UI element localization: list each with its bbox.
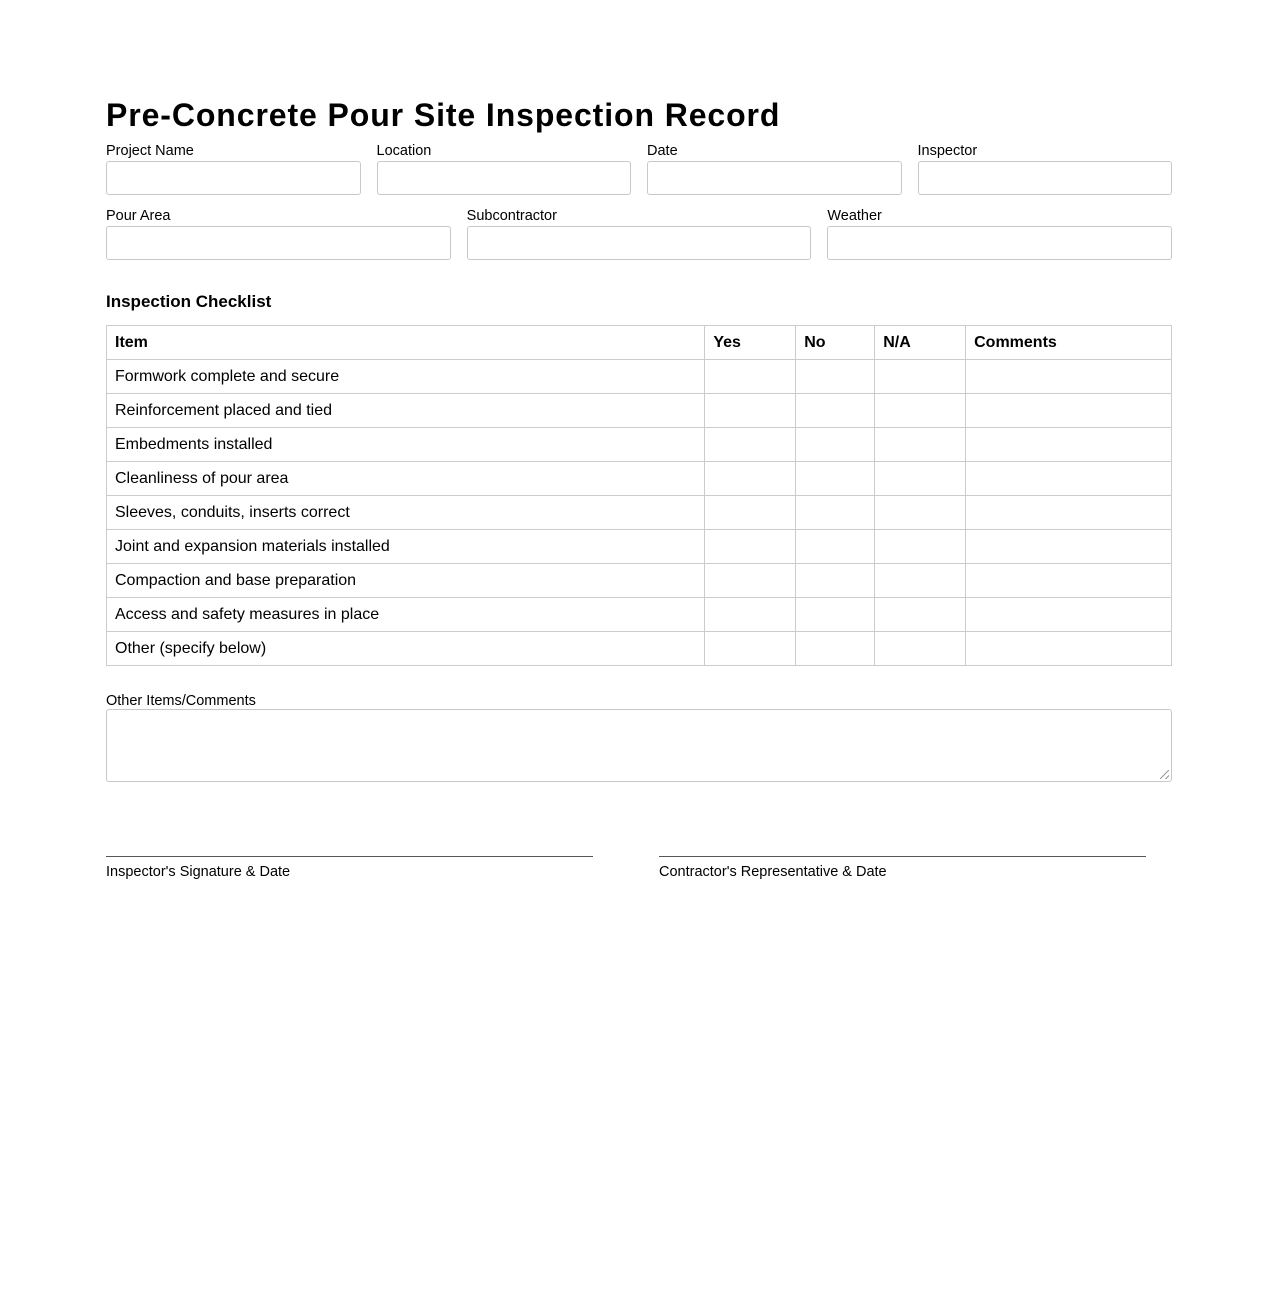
no-cell[interactable] [796, 564, 875, 598]
column-header-yes: Yes [705, 326, 796, 360]
yes-cell[interactable] [705, 598, 796, 632]
weather-label: Weather [827, 208, 882, 224]
pour-area-field [106, 207, 451, 260]
yes-cell[interactable] [705, 496, 796, 530]
na-cell[interactable] [875, 394, 966, 428]
header-fields-row-1 [106, 142, 1172, 195]
na-cell[interactable] [875, 564, 966, 598]
header-fields-row-2 [106, 207, 1172, 260]
yes-cell[interactable] [705, 360, 796, 394]
inspector-signature-block [106, 856, 593, 881]
na-cell[interactable] [875, 428, 966, 462]
na-cell[interactable] [875, 360, 966, 394]
project-name-field [106, 142, 361, 195]
pour-area-label: Pour Area [106, 208, 171, 224]
comments-cell[interactable] [966, 428, 1172, 462]
table-row [107, 632, 1172, 666]
weather-input[interactable] [827, 226, 1172, 260]
comments-cell[interactable] [966, 598, 1172, 632]
yes-cell[interactable] [705, 530, 796, 564]
no-cell[interactable] [796, 598, 875, 632]
other-comments-label: Other Items/Comments [106, 693, 256, 709]
item-cell: Compaction and base preparation [107, 564, 705, 598]
table-row [107, 428, 1172, 462]
yes-cell[interactable] [705, 564, 796, 598]
checklist-heading: Inspection Checklist [106, 292, 272, 311]
column-header-na: N/A [875, 326, 966, 360]
table-row [107, 462, 1172, 496]
na-cell[interactable] [875, 632, 966, 666]
no-cell[interactable] [796, 530, 875, 564]
item-cell: Reinforcement placed and tied [107, 394, 705, 428]
na-cell[interactable] [875, 598, 966, 632]
date-label: Date [647, 143, 678, 159]
checklist-table [106, 325, 1172, 666]
subcontractor-label: Subcontractor [466, 208, 557, 224]
subcontractor-input[interactable] [467, 226, 812, 260]
subcontractor-field [467, 207, 812, 260]
other-comments-textarea[interactable] [106, 709, 1172, 782]
column-header-no: No [796, 326, 875, 360]
contractor-signature-line[interactable] [659, 856, 1146, 857]
comments-cell[interactable] [966, 564, 1172, 598]
na-cell[interactable] [875, 530, 966, 564]
yes-cell[interactable] [705, 632, 796, 666]
date-input[interactable] [647, 161, 902, 195]
location-field [377, 142, 632, 195]
table-row [107, 394, 1172, 428]
item-cell: Other (specify below) [107, 632, 705, 666]
item-cell: Joint and expansion materials installed [107, 530, 705, 564]
project-name-input[interactable] [106, 161, 361, 195]
item-cell: Sleeves, conduits, inserts correct [107, 496, 705, 530]
no-cell[interactable] [796, 394, 875, 428]
na-cell[interactable] [875, 462, 966, 496]
comments-cell[interactable] [966, 462, 1172, 496]
inspector-field [918, 142, 1173, 195]
yes-cell[interactable] [705, 428, 796, 462]
location-input[interactable] [377, 161, 632, 195]
no-cell[interactable] [796, 428, 875, 462]
item-cell: Formwork complete and secure [107, 360, 705, 394]
comments-cell[interactable] [966, 394, 1172, 428]
yes-cell[interactable] [705, 462, 796, 496]
na-cell[interactable] [875, 496, 966, 530]
table-row [107, 496, 1172, 530]
comments-cell[interactable] [966, 530, 1172, 564]
column-header-item: Item [107, 326, 705, 360]
yes-cell[interactable] [705, 394, 796, 428]
no-cell[interactable] [796, 360, 875, 394]
table-row [107, 360, 1172, 394]
table-header-row [107, 326, 1172, 360]
project-name-label: Project Name [106, 143, 194, 159]
table-row [107, 564, 1172, 598]
contractor-signature-block [659, 856, 1146, 881]
inspector-label: Inspector [917, 143, 978, 159]
contractor-signature-label: Contractor's Representative & Date [659, 864, 887, 880]
comments-cell[interactable] [966, 360, 1172, 394]
pour-area-input[interactable] [106, 226, 451, 260]
column-header-comments: Comments [966, 326, 1172, 360]
item-cell: Embedments installed [107, 428, 705, 462]
no-cell[interactable] [796, 496, 875, 530]
table-row [107, 598, 1172, 632]
page-title: Pre-Concrete Pour Site Inspection Record [106, 97, 781, 133]
inspector-signature-label: Inspector's Signature & Date [106, 864, 291, 880]
no-cell[interactable] [796, 462, 875, 496]
comments-cell[interactable] [966, 496, 1172, 530]
item-cell: Access and safety measures in place [107, 598, 705, 632]
date-field [647, 142, 902, 195]
comments-cell[interactable] [966, 632, 1172, 666]
inspector-signature-line[interactable] [106, 856, 593, 857]
location-label: Location [376, 143, 432, 159]
item-cell: Cleanliness of pour area [107, 462, 705, 496]
resize-grip-icon[interactable] [1160, 770, 1169, 779]
no-cell[interactable] [796, 632, 875, 666]
table-row [107, 530, 1172, 564]
inspector-input[interactable] [918, 161, 1173, 195]
weather-field [827, 207, 1172, 260]
